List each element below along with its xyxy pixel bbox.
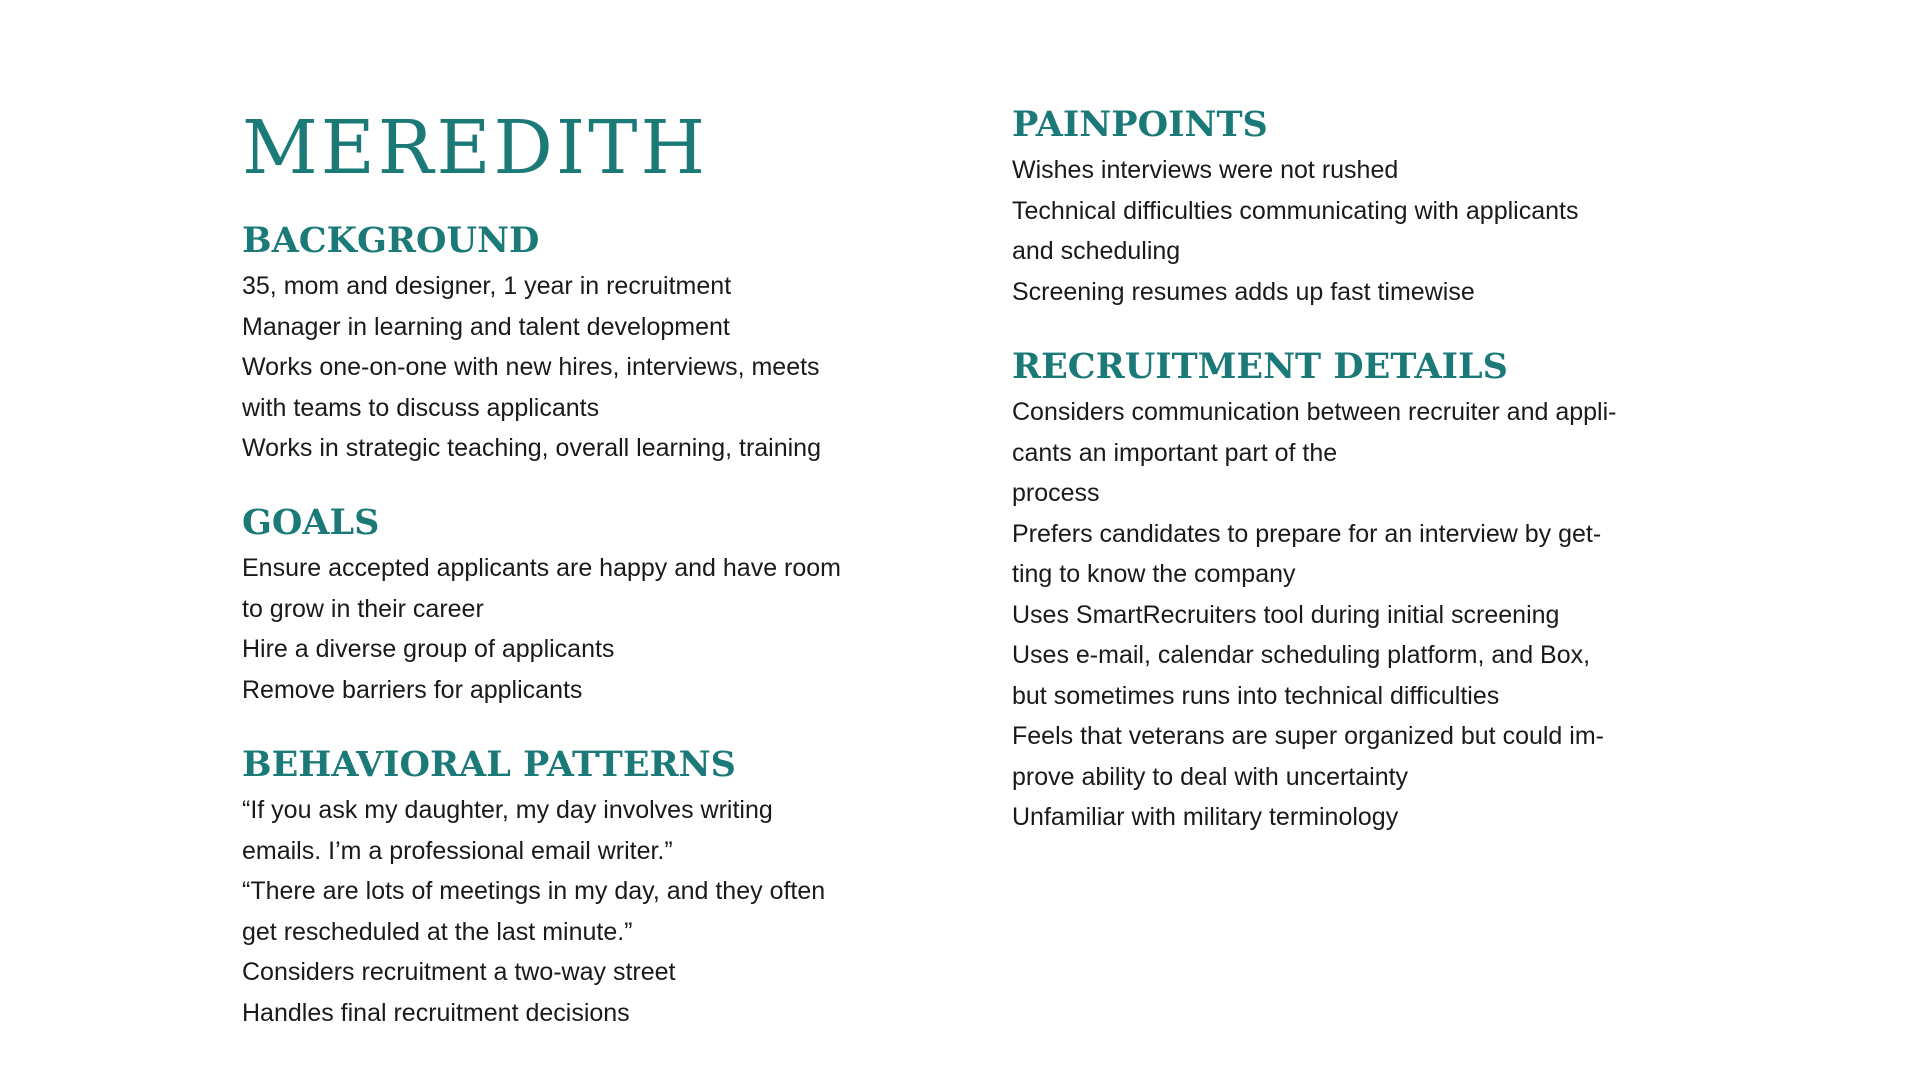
recruitment-details-list — [1012, 392, 1732, 838]
behavioral-patterns-line: get rescheduled at the last minute.” — [242, 917, 633, 946]
behavioral-patterns-list — [242, 790, 942, 1033]
goals-list — [242, 548, 942, 710]
background-list — [242, 266, 942, 469]
painpoints-line: Screening resumes adds up fast timewise — [1012, 277, 1475, 306]
behavioral-patterns-line: emails. I’m a professional email writer.” — [242, 836, 673, 865]
painpoints-section — [1012, 104, 1732, 312]
behavioral-patterns-line: “If you ask my daughter, my day involves writing — [242, 796, 773, 824]
goals-section — [242, 502, 942, 710]
background-section — [242, 220, 942, 469]
recruitment-details-line: Feels that veterans are super organized but could im- — [1012, 722, 1604, 750]
recruitment-details-line: Uses SmartRecruiters tool during initial screening — [1012, 600, 1560, 629]
recruitment-details-line: cants an important part of the — [1012, 438, 1338, 467]
behavioral-patterns-line: “There are lots of meetings in my day, and they often — [242, 877, 826, 905]
recruitment-details-line: process — [1012, 479, 1100, 507]
recruitment-details-line: Uses e-mail, calendar scheduling platform, and Box, — [1012, 641, 1591, 669]
background-line: with teams to discuss applicants — [242, 393, 600, 422]
recruitment-details-line: but sometimes runs into technical difficulties — [1012, 681, 1500, 710]
goals-line: Ensure accepted applicants are happy and have room — [242, 554, 841, 582]
painpoints-list — [1012, 150, 1732, 312]
behavioral-patterns-line: Handles final recruitment decisions — [242, 998, 630, 1027]
painpoints-line: Technical difficulties communicating with applicants — [1012, 196, 1579, 225]
persona-name: MEREDITH — [242, 105, 708, 191]
behavioral-patterns-section — [242, 744, 942, 1033]
background-line: Manager in learning and talent development — [242, 312, 730, 341]
painpoints-line: Wishes interviews were not rushed — [1012, 156, 1399, 184]
recruitment-details-line: Considers communication between recruiter and appli- — [1012, 398, 1617, 426]
recruitment-details-line: prove ability to deal with uncertainty — [1012, 762, 1409, 791]
goals-line: to grow in their career — [242, 594, 484, 623]
goals-line: Remove barriers for applicants — [242, 675, 583, 704]
painpoints-line: and scheduling — [1012, 237, 1181, 265]
painpoints-heading: PAINPOINTS — [1012, 104, 1268, 145]
behavioral-patterns-heading: BEHAVIORAL PATTERNS — [242, 744, 736, 785]
background-line: Works one-on-one with new hires, interviews, meets — [242, 353, 820, 381]
background-line: 35, mom and designer, 1 year in recruitment — [242, 272, 732, 300]
recruitment-details-line: Unfamiliar with military terminology — [1012, 803, 1399, 831]
recruitment-details-heading: RECRUITMENT DETAILS — [1012, 346, 1508, 387]
behavioral-patterns-line: Considers recruitment a two-way street — [242, 958, 676, 986]
recruitment-details-line: Prefers candidates to prepare for an interview by get- — [1012, 519, 1602, 548]
goals-heading: GOALS — [242, 502, 380, 543]
goals-line: Hire a diverse group of applicants — [242, 635, 615, 663]
recruitment-details-section — [1012, 346, 1732, 838]
background-line: Works in strategic teaching, overall learning, training — [242, 434, 821, 462]
background-heading: BACKGROUND — [242, 220, 540, 261]
recruitment-details-line: ting to know the company — [1012, 560, 1296, 588]
